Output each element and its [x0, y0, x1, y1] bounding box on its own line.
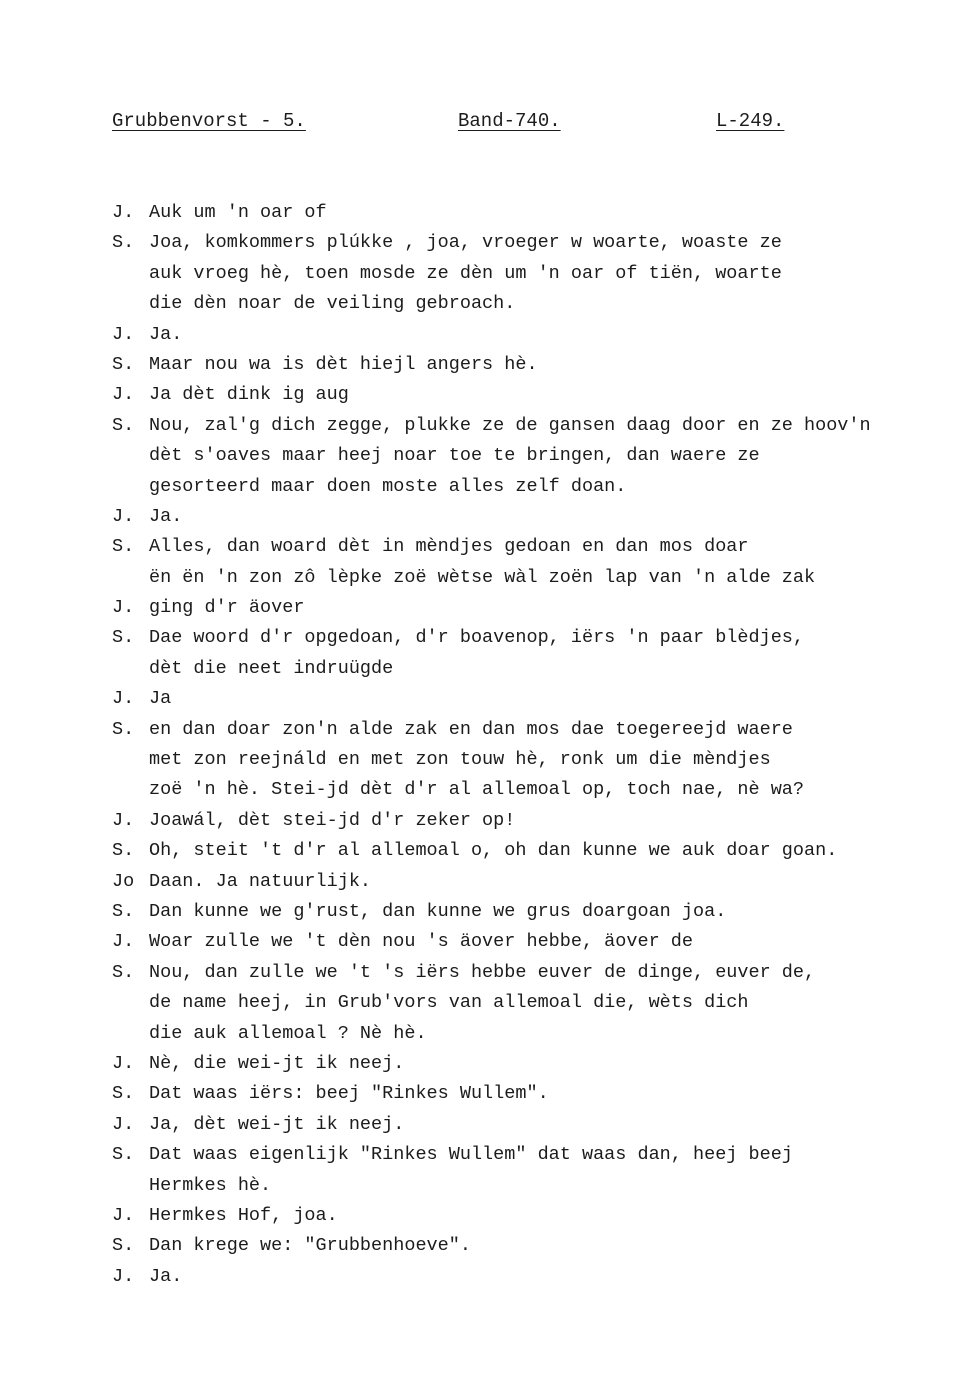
speaker-label: J.	[112, 1052, 135, 1074]
utterance-text: Auk um 'n oar of	[149, 202, 327, 223]
speaker-label: S.	[112, 1235, 135, 1257]
transcript-line	[112, 472, 962, 502]
transcript-line	[112, 1110, 962, 1140]
speaker-label: S.	[112, 961, 135, 983]
speaker-label: J.	[112, 505, 135, 527]
speaker-label: J.	[112, 323, 135, 345]
utterance-text: Dan kunne we g'rust, dan kunne we grus doargoan joa.	[149, 900, 727, 922]
transcript-line	[112, 806, 962, 836]
speaker-label: J.	[112, 384, 135, 406]
speaker-label	[112, 259, 149, 289]
speaker-label	[112, 472, 149, 502]
utterance-text: Dat waas iërs: beej "Rinkes Wullem".	[149, 1083, 549, 1105]
speaker-label	[112, 654, 149, 684]
utterance-text: Nou, zal'g dich zegge, plukke ze de gansen daag door en ze hoov'n	[149, 414, 871, 436]
transcript-line	[112, 289, 962, 319]
transcript-line	[112, 320, 962, 350]
header-tape-number: Band-740.	[458, 110, 561, 132]
speaker-label: S.	[112, 1144, 135, 1166]
utterance-text: Woar zulle we 't dèn nou 's äover hebbe, äover de	[149, 931, 693, 953]
speaker-label: J.	[112, 1265, 135, 1287]
transcript-line	[112, 563, 962, 593]
utterance-text: met zon reejnáld en met zon touw hè, ronk um die mèndjes	[149, 749, 771, 771]
utterance-text: die dèn noar de veiling gebroach.	[149, 293, 516, 315]
utterance-text: Daan. Ja natuurlijk.	[149, 870, 372, 892]
speaker-label: S.	[112, 414, 135, 436]
transcript-line	[112, 350, 962, 380]
utterance-text: dèt s'oaves maar heej noar toe te bringen, dan waere ze	[149, 445, 760, 467]
utterance-text: Ja dèt dink ig aug	[149, 384, 349, 406]
transcript-line	[112, 623, 962, 653]
transcript-line	[112, 593, 962, 623]
speaker-label: J.	[112, 1204, 135, 1226]
transcript-line	[112, 198, 962, 228]
speaker-label: S.	[112, 536, 135, 558]
utterance-text: Dan krege we: "Grubbenhoeve".	[149, 1235, 471, 1257]
transcript-line	[112, 502, 962, 532]
speaker-label	[112, 441, 149, 471]
header-location: Grubbenvorst - 5.	[112, 110, 306, 132]
speaker-label	[112, 563, 149, 593]
utterance-text: Nou, dan zulle we 't 's iërs hebbe euver de dinge, euver de,	[149, 961, 816, 983]
speaker-label: S.	[112, 627, 135, 649]
speaker-label: J.	[112, 202, 135, 223]
transcript-line	[112, 1049, 962, 1079]
transcript-line	[112, 411, 962, 441]
utterance-text: ging d'r äover	[149, 597, 305, 619]
speaker-label	[112, 745, 149, 775]
speaker-label: S.	[112, 718, 135, 740]
utterance-text: Dae woord d'r opgedoan, d'r boavenop, iërs 'n paar blèdjes,	[149, 627, 805, 649]
utterance-text: Oh, steit 't d'r al allemoal o, oh dan kunne we auk doar goan.	[149, 840, 838, 862]
transcript-line	[112, 532, 962, 562]
speaker-label: S.	[112, 232, 135, 254]
utterance-text: Joa, komkommers plúkke , joa, vroeger w woarte, woaste ze	[149, 232, 782, 254]
transcript-line	[112, 654, 962, 684]
speaker-label	[112, 1019, 149, 1049]
transcript-line	[112, 1201, 962, 1231]
transcript-line	[112, 958, 962, 988]
speaker-label: Jo	[112, 870, 135, 892]
transcript-line	[112, 228, 962, 258]
utterance-text: ën ën 'n zon zô lèpke zoë wètse wàl zoën lap van 'n alde zak	[149, 566, 816, 588]
speaker-label: S.	[112, 353, 135, 375]
utterance-text: auk vroeg hè, toen mosde ze dèn um 'n oar of tiën, woarte	[149, 262, 782, 284]
transcript-line	[112, 380, 962, 410]
speaker-label: J.	[112, 597, 135, 619]
speaker-label: J.	[112, 688, 135, 710]
speaker-label: J.	[112, 931, 135, 953]
transcript-line	[112, 988, 962, 1018]
speaker-label	[112, 988, 149, 1018]
transcript-line	[112, 867, 962, 897]
utterance-text: Ja, dèt wei-jt ik neej.	[149, 1113, 405, 1135]
utterance-text: zoë 'n hè. Stei-jd dèt d'r al allemoal op, toch nae, nè wa?	[149, 779, 805, 801]
page-header	[112, 110, 812, 136]
transcript-body	[112, 198, 962, 1292]
utterance-text: Maar nou wa is dèt hiejl angers hè.	[149, 353, 538, 375]
utterance-text: Ja.	[149, 1265, 183, 1287]
utterance-text: Ja.	[149, 323, 183, 345]
utterance-text: die auk allemoal ? Nè hè.	[149, 1022, 427, 1044]
transcript-line	[112, 745, 962, 775]
transcript-line	[112, 259, 962, 289]
transcript-line	[112, 927, 962, 957]
speaker-label: J.	[112, 809, 135, 831]
speaker-label	[112, 775, 149, 805]
utterance-text: Hermkes hè.	[149, 1174, 272, 1196]
speaker-label: S.	[112, 840, 135, 862]
speaker-label: J.	[112, 1113, 135, 1135]
speaker-label: S.	[112, 900, 135, 922]
speaker-label: S.	[112, 1083, 135, 1105]
utterance-text: en dan doar zon'n alde zak en dan mos dae toegereejd waere	[149, 718, 793, 740]
utterance-text: dèt die neet indruügde	[149, 657, 394, 679]
utterance-text: de name heej, in Grub'vors van allemoal die, wèts dich	[149, 992, 749, 1014]
transcript-line	[112, 441, 962, 471]
utterance-text: Alles, dan woard dèt in mèndjes gedoan en dan mos doar	[149, 536, 749, 558]
utterance-text: gesorteerd maar doen moste alles zelf doan.	[149, 475, 627, 497]
transcript-line	[112, 1079, 962, 1109]
transcript-line	[112, 1171, 962, 1201]
transcript-line	[112, 836, 962, 866]
speaker-label	[112, 1171, 149, 1201]
header-reference: L-249.	[716, 110, 785, 132]
utterance-text: Joawál, dèt stei-jd d'r zeker op!	[149, 809, 516, 831]
transcript-line	[112, 1231, 962, 1261]
transcript-line	[112, 684, 962, 714]
transcript-line	[112, 1262, 962, 1292]
transcript-line	[112, 715, 962, 745]
transcript-line	[112, 1140, 962, 1170]
transcript-line	[112, 1019, 962, 1049]
transcript-line	[112, 775, 962, 805]
utterance-text: Nè, die wei-jt ik neej.	[149, 1052, 405, 1074]
utterance-text: Hermkes Hof, joa.	[149, 1204, 338, 1226]
utterance-text: Dat waas eigenlijk "Rinkes Wullem" dat waas dan, heej beej	[149, 1144, 793, 1166]
utterance-text: Ja.	[149, 505, 183, 527]
transcript-line	[112, 897, 962, 927]
speaker-label	[112, 289, 149, 319]
utterance-text: Ja	[149, 688, 172, 710]
